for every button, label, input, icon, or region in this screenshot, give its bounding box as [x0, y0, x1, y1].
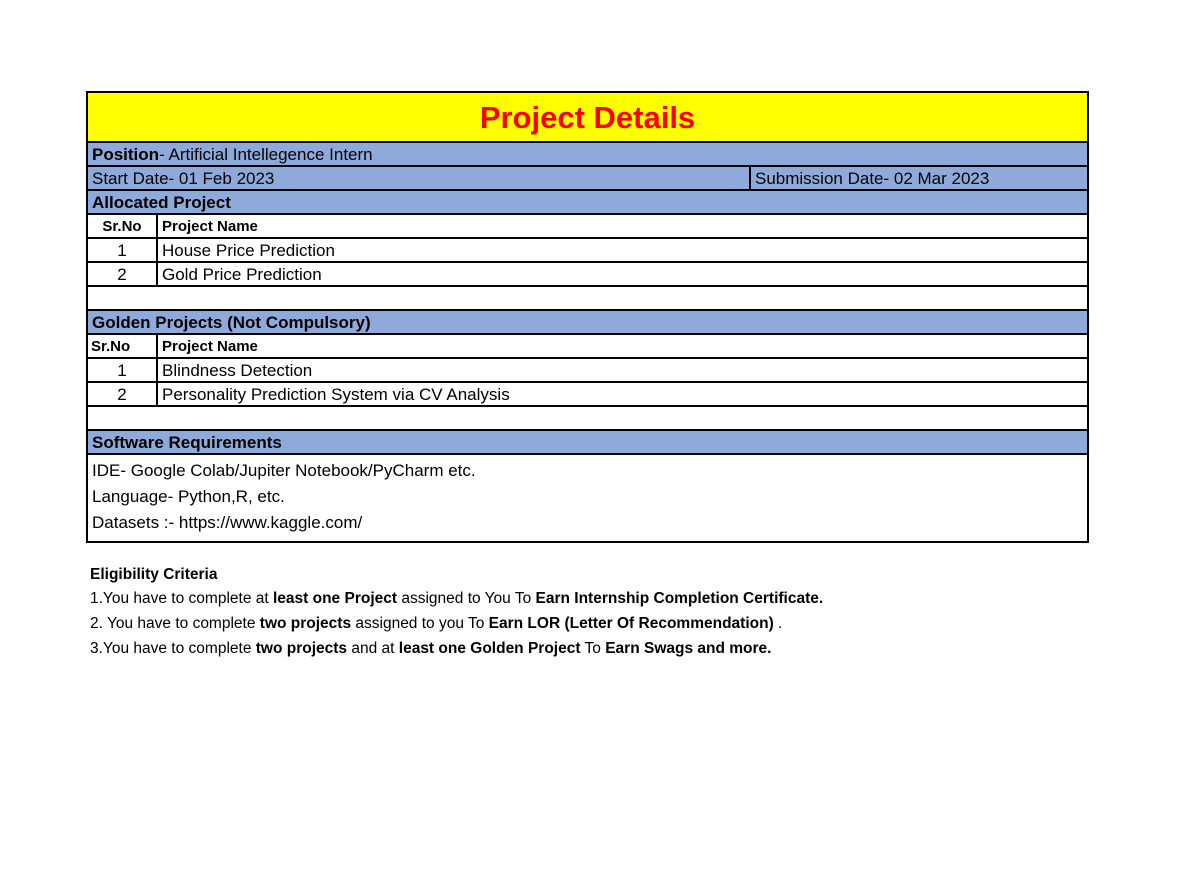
golden-heading-row [88, 311, 1087, 335]
criteria-bold: Earn Swags and more. [605, 640, 772, 657]
position-row [88, 143, 1087, 167]
golden-sr-2: 2 [88, 383, 158, 405]
criteria-text: . [773, 615, 783, 632]
eligibility-criteria [90, 566, 823, 665]
position-label: Position [92, 144, 160, 164]
table-row [88, 263, 1087, 287]
empty-row [88, 287, 1087, 311]
golden-name-1: Blindness Detection [162, 360, 313, 380]
allocated-header-row [88, 215, 1087, 239]
criteria-heading: Eligibility Criteria [90, 566, 218, 583]
golden-sr-1: 1 [88, 359, 158, 381]
criteria-text: and at [347, 640, 399, 657]
golden-header-row [88, 335, 1087, 359]
criteria-line-1 [90, 590, 823, 615]
golden-col-srno: Sr.No [88, 335, 158, 357]
criteria-bold: two projects [259, 615, 352, 632]
software-datasets: Datasets :- https://www.kaggle.com/ [92, 512, 363, 532]
software-heading-row [88, 431, 1087, 455]
start-date: Start Date- 01 Feb 2023 [92, 168, 275, 188]
software-heading: Software Requirements [92, 432, 282, 452]
criteria-text: assigned to You To [397, 590, 536, 607]
criteria-bold: two projects [255, 640, 348, 657]
allocated-sr-2: 2 [88, 263, 158, 285]
title-row [88, 93, 1087, 143]
criteria-text: 3.You have to complete [90, 640, 256, 657]
submission-date: Submission Date- 02 Mar 2023 [755, 168, 990, 188]
criteria-text: assigned to you To [351, 615, 489, 632]
criteria-line-3 [90, 640, 823, 665]
allocated-name-1: House Price Prediction [162, 240, 335, 260]
golden-name-2: Personality Prediction System via CV Analysis [162, 384, 510, 404]
allocated-col-srno: Sr.No [88, 215, 158, 237]
criteria-bold: least one Project [272, 590, 398, 607]
allocated-heading: Allocated Project [92, 192, 231, 212]
dates-row [88, 167, 1087, 191]
page-title: Project Details [479, 99, 696, 135]
project-details-sheet [86, 91, 1089, 543]
allocated-sr-1: 1 [88, 239, 158, 261]
software-language: Language- Python,R, etc. [92, 486, 285, 506]
criteria-text: 2. You have to complete [90, 615, 260, 632]
criteria-bold: Earn LOR (Letter Of Recommendation) [488, 615, 774, 632]
criteria-bold: Earn Internship Completion Certificate. [535, 590, 824, 607]
criteria-text: To [580, 640, 606, 657]
golden-heading: Golden Projects (Not Compulsory) [92, 312, 371, 332]
allocated-col-name: Project Name [162, 217, 258, 235]
allocated-heading-row [88, 191, 1087, 215]
empty-row [88, 407, 1087, 431]
table-row [88, 239, 1087, 263]
criteria-line-2 [90, 615, 823, 640]
criteria-bold: least one Golden Project [398, 640, 581, 657]
golden-col-name: Project Name [162, 337, 258, 355]
criteria-text: 1.You have to complete at [90, 590, 273, 607]
software-requirements [88, 455, 1087, 541]
software-ide: IDE- Google Colab/Jupiter Notebook/PyCharm etc. [92, 460, 476, 480]
table-row [88, 359, 1087, 383]
table-row [88, 383, 1087, 407]
allocated-name-2: Gold Price Prediction [162, 264, 322, 284]
position-value: - Artificial Intellegence Intern [159, 144, 373, 164]
